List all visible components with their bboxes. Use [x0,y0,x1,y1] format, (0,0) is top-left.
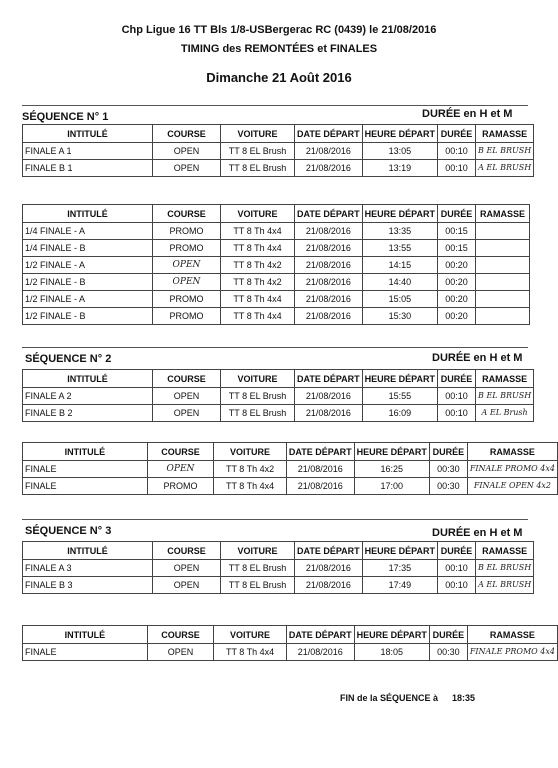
cell-duration: 00:10 [438,405,476,422]
table-row [23,405,534,422]
column-header-pickup: RAMASSE [467,443,557,461]
cell-course: OPEN [153,388,221,405]
table-row [23,160,534,177]
cell-date: 21/08/2016 [295,274,363,291]
table-row [23,644,558,661]
cell-course: PROMO [147,478,213,495]
cell-duration: 00:15 [438,223,476,240]
cell-time: 15:30 [362,308,437,325]
column-header-course: COURSE [147,626,213,644]
column-header-pickup: RAMASSE [476,125,534,143]
cell-time: 15:05 [362,291,437,308]
cell-pickup: FINALE OPEN 4x2 [467,478,557,495]
cell-date: 21/08/2016 [295,388,363,405]
column-header-pickup: RAMASSE [476,542,534,560]
cell-duration: 00:20 [438,257,476,274]
table-row [23,461,558,478]
cell-date: 21/08/2016 [295,577,363,594]
cell-car: TT 8 Th 4x4 [221,240,295,257]
column-header-car: VOITURE [214,443,287,461]
column-header-date: DATE DÉPART [295,542,363,560]
table-header-row [23,370,534,388]
column-header-date: DATE DÉPART [295,125,363,143]
cell-pickup: B EL BRUSH [476,560,534,577]
cell-duration: 00:30 [429,461,467,478]
cell-date: 21/08/2016 [295,257,363,274]
table-row [23,274,530,291]
event-date: Dimanche 21 Août 2016 [206,70,352,85]
cell-car: TT 8 Th 4x2 [221,274,295,291]
document-title: Chp Ligue 16 TT Bls 1/8-USBergerac RC (0439) le 21/08/2016 [121,24,437,36]
cell-title: FINALE B 1 [23,160,153,177]
sequence-2-main-finals-table [22,442,558,495]
table-header-row [23,205,530,223]
cell-time: 13:35 [362,223,437,240]
cell-duration: 00:10 [438,388,476,405]
column-header-course: COURSE [153,370,221,388]
table-row [23,388,534,405]
cell-date: 21/08/2016 [295,308,363,325]
sequence-3-duration-label: DURÉE en H et M [432,527,523,539]
cell-course: OPEN [153,143,221,160]
cell-duration: 00:20 [438,308,476,325]
divider [22,347,528,348]
table-row [23,143,534,160]
table-row [23,308,530,325]
cell-course: OPEN [153,257,221,274]
column-header-car: VOITURE [221,205,295,223]
cell-car: TT 8 EL Brush [221,160,295,177]
column-header-car: VOITURE [221,542,295,560]
column-header-title: INTITULÉ [23,626,148,644]
sequence-1-finals-table [22,124,534,177]
cell-car: TT 8 Th 4x4 [221,291,295,308]
table-row [23,291,530,308]
cell-title: 1/2 FINALE - A [23,257,153,274]
column-header-date: DATE DÉPART [295,205,363,223]
column-header-pickup: RAMASSE [467,626,557,644]
sequence-end-line [340,693,475,703]
cell-pickup: B EL BRUSH [476,143,534,160]
column-header-duration: DURÉE [438,125,476,143]
table-header-row [23,542,534,560]
table-row [23,560,534,577]
cell-course: PROMO [153,308,221,325]
cell-duration: 00:15 [438,240,476,257]
cell-time: 15:55 [362,388,437,405]
cell-time: 18:05 [354,644,429,661]
column-header-course: COURSE [153,125,221,143]
table-row [23,478,558,495]
divider [22,519,528,520]
column-header-duration: DURÉE [438,370,476,388]
column-header-duration: DURÉE [429,626,467,644]
cell-title: 1/2 FINALE - A [23,291,153,308]
cell-time: 13:05 [362,143,437,160]
cell-title: 1/4 FINALE - B [23,240,153,257]
column-header-time: HEURE DÉPART [362,370,437,388]
cell-title: 1/2 FINALE - B [23,274,153,291]
column-header-time: HEURE DÉPART [354,626,429,644]
sequence-2-finals-table [22,369,534,422]
cell-duration: 00:20 [438,274,476,291]
cell-duration: 00:20 [438,291,476,308]
column-header-time: HEURE DÉPART [354,443,429,461]
cell-date: 21/08/2016 [286,478,354,495]
column-header-date: DATE DÉPART [286,626,354,644]
column-header-date: DATE DÉPART [295,370,363,388]
sequence-3-main-final-table [22,625,558,661]
table-row [23,577,534,594]
cell-car: TT 8 Th 4x4 [214,478,287,495]
cell-date: 21/08/2016 [295,560,363,577]
cell-duration: 00:10 [438,577,476,594]
column-header-title: INTITULÉ [23,370,153,388]
document-subtitle: TIMING des REMONTÉES et FINALES [180,43,378,55]
column-header-title: INTITULÉ [23,542,153,560]
cell-date: 21/08/2016 [295,291,363,308]
cell-title: FINALE A 2 [23,388,153,405]
cell-car: TT 8 EL Brush [221,577,295,594]
cell-course: OPEN [153,274,221,291]
cell-pickup [476,240,530,257]
cell-duration: 00:10 [438,160,476,177]
cell-car: TT 8 Th 4x2 [214,461,287,478]
cell-course: PROMO [153,223,221,240]
cell-course: OPEN [153,405,221,422]
table-header-row [23,125,534,143]
cell-title: FINALE B 2 [23,405,153,422]
cell-time: 16:25 [354,461,429,478]
cell-pickup [476,223,530,240]
column-header-duration: DURÉE [429,443,467,461]
cell-pickup [476,308,530,325]
column-header-title: INTITULÉ [23,125,153,143]
sequence-1-title: SÉQUENCE N° 1 [22,111,109,123]
cell-course: OPEN [147,461,213,478]
cell-date: 21/08/2016 [295,160,363,177]
cell-car: TT 8 Th 4x4 [214,644,287,661]
cell-car: TT 8 EL Brush [221,388,295,405]
sequence-1-duration-label: DURÉE en H et M [422,108,513,120]
column-header-time: HEURE DÉPART [362,205,437,223]
column-header-title: INTITULÉ [23,205,153,223]
divider [22,105,528,106]
sequence-3-finals-table [22,541,534,594]
cell-car: TT 8 EL Brush [221,560,295,577]
cell-duration: 00:30 [429,478,467,495]
cell-pickup [476,291,530,308]
column-header-time: HEURE DÉPART [362,542,437,560]
sequence-3-title: SÉQUENCE N° 3 [25,525,112,537]
cell-date: 21/08/2016 [295,143,363,160]
cell-time: 17:49 [362,577,437,594]
sequence-2-title: SÉQUENCE N° 2 [25,353,112,365]
column-header-car: VOITURE [221,370,295,388]
column-header-duration: DURÉE [438,542,476,560]
cell-course: OPEN [153,560,221,577]
cell-pickup: A EL BRUSH [476,160,534,177]
cell-duration: 00:10 [438,143,476,160]
cell-title: 1/2 FINALE - B [23,308,153,325]
cell-date: 21/08/2016 [295,223,363,240]
column-header-course: COURSE [147,443,213,461]
cell-time: 14:15 [362,257,437,274]
cell-car: TT 8 Th 4x2 [221,257,295,274]
column-header-date: DATE DÉPART [286,443,354,461]
cell-course: PROMO [153,240,221,257]
cell-time: 13:55 [362,240,437,257]
cell-car: TT 8 EL Brush [221,143,295,160]
column-header-pickup: RAMASSE [476,205,530,223]
cell-time: 14:40 [362,274,437,291]
cell-time: 17:35 [362,560,437,577]
column-header-pickup: RAMASSE [476,370,534,388]
cell-time: 17:00 [354,478,429,495]
cell-car: TT 8 Th 4x4 [221,223,295,240]
table-row [23,240,530,257]
column-header-course: COURSE [153,205,221,223]
column-header-car: VOITURE [214,626,287,644]
cell-pickup: A EL BRUSH [476,577,534,594]
cell-pickup: FINALE PROMO 4x4 [467,644,557,661]
column-header-title: INTITULÉ [23,443,148,461]
cell-date: 21/08/2016 [286,644,354,661]
sequence-end-time: 18:35 [452,693,476,703]
cell-time: 13:19 [362,160,437,177]
cell-title: FINALE [23,644,148,661]
table-row [23,257,530,274]
cell-date: 21/08/2016 [295,405,363,422]
table-row [23,223,530,240]
cell-car: TT 8 EL Brush [221,405,295,422]
cell-date: 21/08/2016 [295,240,363,257]
cell-duration: 00:10 [438,560,476,577]
cell-title: FINALE B 3 [23,577,153,594]
cell-course: OPEN [147,644,213,661]
cell-pickup: FINALE PROMO 4x4 [467,461,557,478]
cell-course: OPEN [153,160,221,177]
cell-course: OPEN [153,577,221,594]
cell-pickup [476,257,530,274]
cell-pickup: A EL Brush [476,405,534,422]
column-header-time: HEURE DÉPART [362,125,437,143]
cell-pickup [476,274,530,291]
column-header-duration: DURÉE [438,205,476,223]
cell-title: FINALE A 1 [23,143,153,160]
sequence-1-semis-table [22,204,530,325]
table-header-row [23,443,558,461]
sequence-end-label: FIN de la SÉQUENCE à [340,693,439,703]
cell-pickup: B EL BRUSH [476,388,534,405]
column-header-car: VOITURE [221,125,295,143]
cell-course: PROMO [153,291,221,308]
cell-time: 16:09 [362,405,437,422]
cell-car: TT 8 Th 4x4 [221,308,295,325]
cell-date: 21/08/2016 [286,461,354,478]
cell-title: FINALE [23,478,148,495]
cell-duration: 00:30 [429,644,467,661]
column-header-course: COURSE [153,542,221,560]
sequence-2-duration-label: DURÉE en H et M [432,352,523,364]
cell-title: 1/4 FINALE - A [23,223,153,240]
cell-title: FINALE [23,461,148,478]
cell-title: FINALE A 3 [23,560,153,577]
table-header-row [23,626,558,644]
